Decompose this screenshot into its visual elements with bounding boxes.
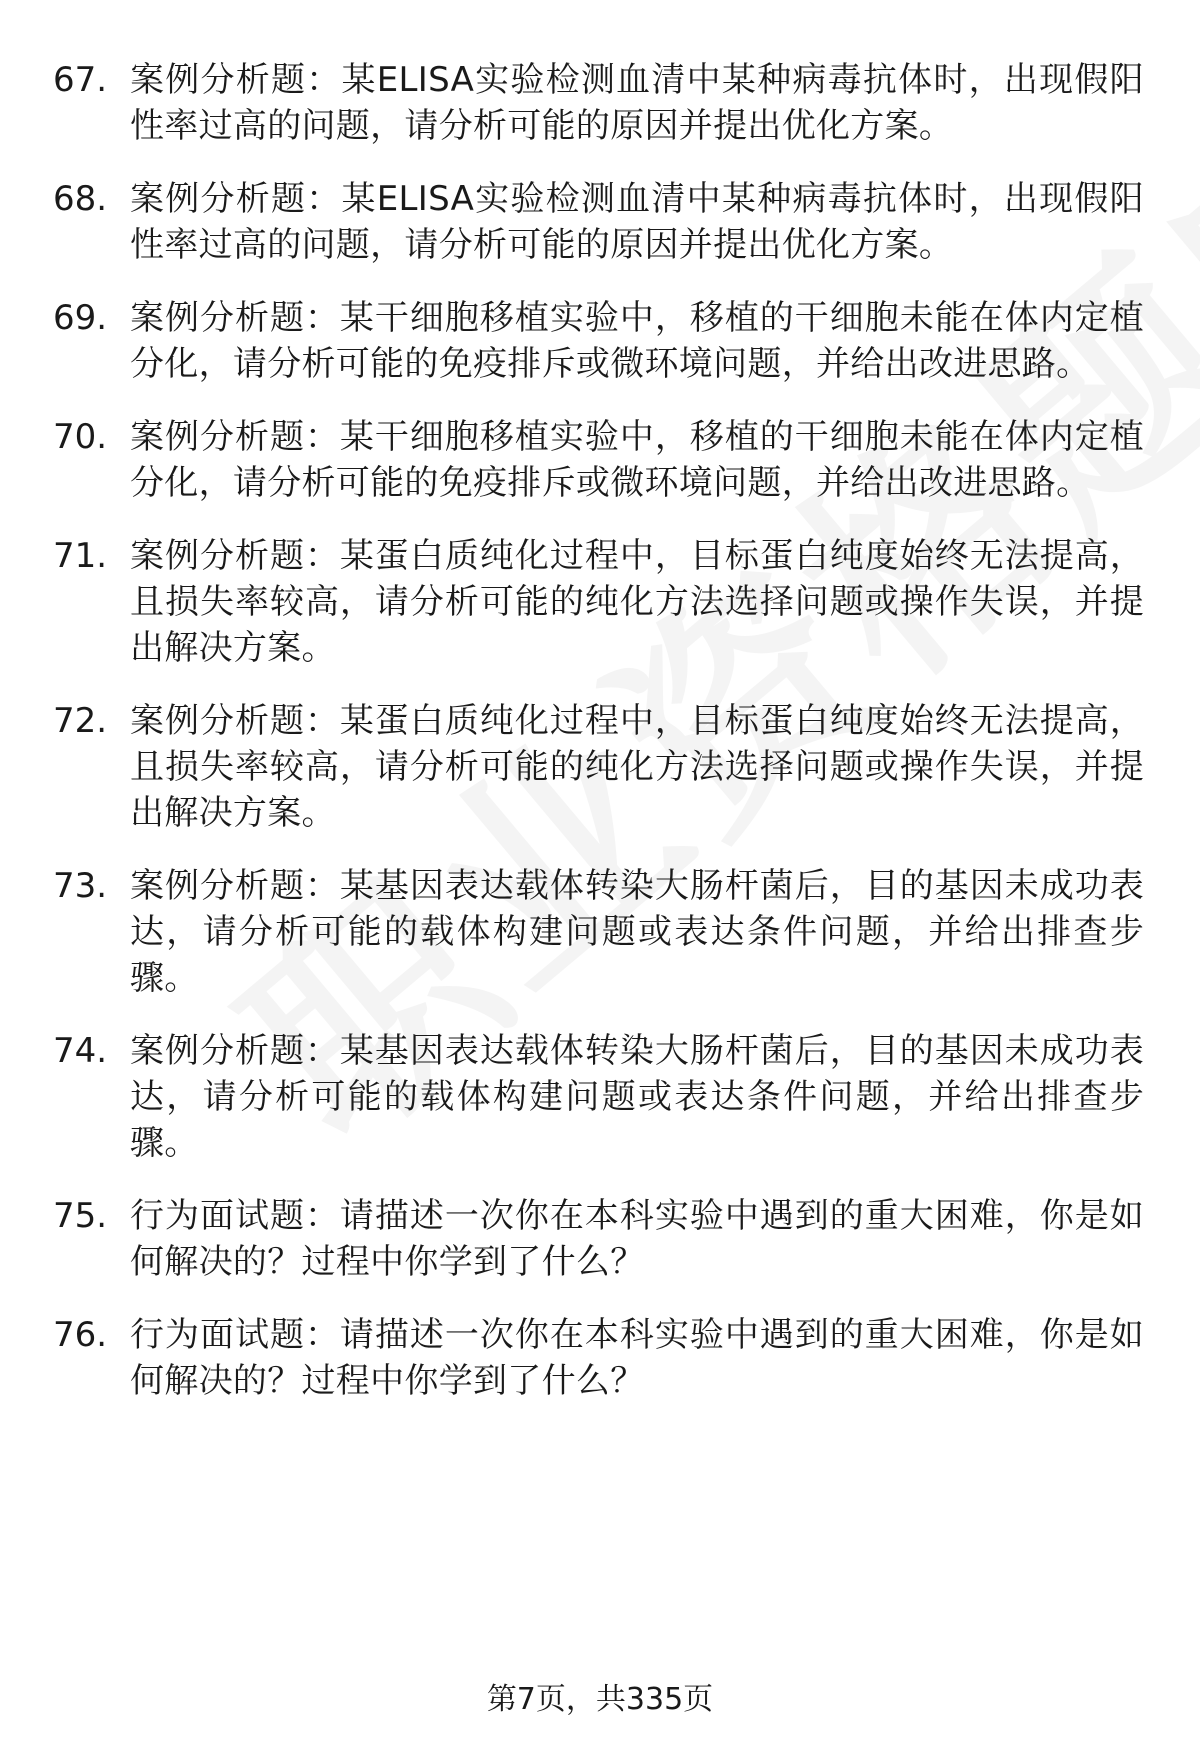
question-number: 74. bbox=[53, 1031, 108, 1071]
question-text: 行为面试题：请描述一次你在本科实验中遇到的重大困难，你是如何解决的？过程中你学到了什么？ bbox=[130, 1315, 1144, 1401]
question-text: 行为面试题：请描述一次你在本科实验中遇到的重大困难，你是如何解决的？过程中你学到了什么？ bbox=[130, 1196, 1144, 1282]
question-number: 68. bbox=[53, 179, 108, 219]
question-item bbox=[0, 1028, 1200, 1166]
question-item bbox=[0, 698, 1200, 836]
question-number: 67. bbox=[53, 60, 108, 100]
question-text: 案例分析题：某蛋白质纯化过程中，目标蛋白纯度始终无法提高，且损失率较高，请分析可能的纯化方法选择问题或操作失误，并提出解决方案。 bbox=[130, 536, 1144, 668]
question-number: 76. bbox=[53, 1315, 108, 1355]
question-text: 案例分析题：某ELISA实验检测血清中某种病毒抗体时，出现假阳性率过高的问题，请分析可能的原因并提出优化方案。 bbox=[130, 60, 1144, 146]
question-item bbox=[0, 176, 1200, 268]
question-text: 案例分析题：某干细胞移植实验中，移植的干细胞未能在体内定植分化，请分析可能的免疫排斥或微环境问题，并给出改进思路。 bbox=[130, 417, 1144, 503]
question-number: 75. bbox=[53, 1196, 108, 1236]
question-text: 案例分析题：某干细胞移植实验中，移植的干细胞未能在体内定植分化，请分析可能的免疫排斥或微环境问题，并给出改进思路。 bbox=[130, 298, 1144, 384]
question-list bbox=[0, 57, 1200, 1431]
page-footer: 第7页，共335页 bbox=[486, 1682, 714, 1717]
question-text: 案例分析题：某ELISA实验检测血清中某种病毒抗体时，出现假阳性率过高的问题，请分析可能的原因并提出优化方案。 bbox=[130, 179, 1144, 265]
question-number: 72. bbox=[53, 701, 108, 741]
question-item bbox=[0, 533, 1200, 671]
question-item bbox=[0, 863, 1200, 1001]
question-number: 73. bbox=[53, 866, 108, 906]
question-item bbox=[0, 1312, 1200, 1404]
question-item bbox=[0, 1193, 1200, 1285]
question-item bbox=[0, 414, 1200, 506]
question-item bbox=[0, 57, 1200, 149]
question-number: 69. bbox=[53, 298, 108, 338]
question-number: 71. bbox=[53, 536, 108, 576]
question-text: 案例分析题：某基因表达载体转染大肠杆菌后，目的基因未成功表达，请分析可能的载体构建问题或表达条件问题，并给出排查步骤。 bbox=[130, 866, 1144, 998]
question-text: 案例分析题：某基因表达载体转染大肠杆菌后，目的基因未成功表达，请分析可能的载体构建问题或表达条件问题，并给出排查步骤。 bbox=[130, 1031, 1144, 1163]
question-number: 70. bbox=[53, 417, 108, 457]
question-item bbox=[0, 295, 1200, 387]
question-text: 案例分析题：某蛋白质纯化过程中，目标蛋白纯度始终无法提高，且损失率较高，请分析可能的纯化方法选择问题或操作失误，并提出解决方案。 bbox=[130, 701, 1144, 833]
